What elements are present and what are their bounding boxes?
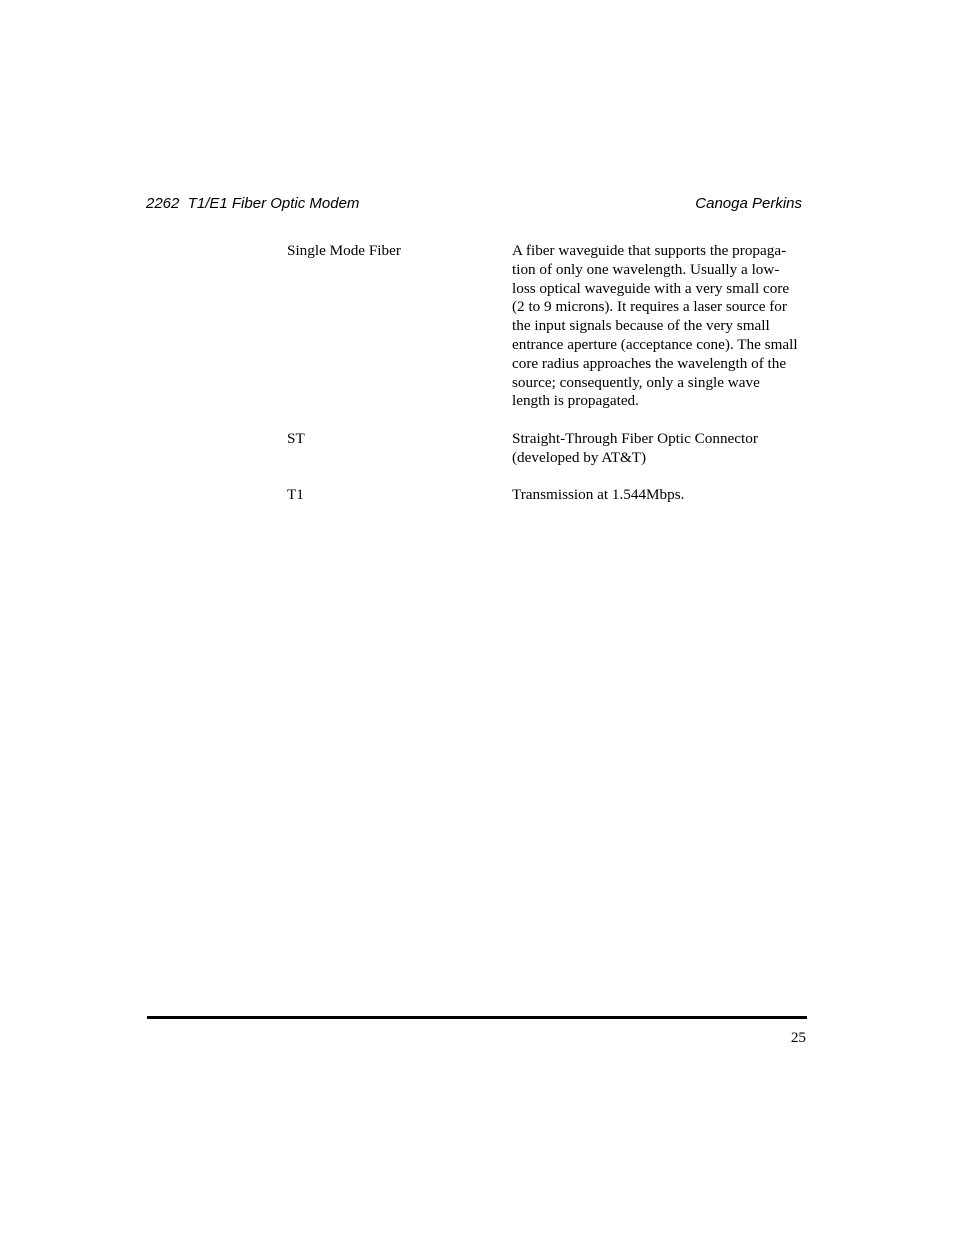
- glossary-term: T1: [287, 486, 304, 504]
- footer-divider: [147, 1016, 807, 1019]
- definition-line: (developed by AT&T): [512, 448, 647, 466]
- running-header: [146, 195, 802, 215]
- page-number: 25: [790, 1029, 806, 1046]
- glossary-entry-st: [287, 430, 817, 468]
- definition-line: Straight-Through Fiber Optic Connector: [512, 429, 758, 447]
- glossary-list: [287, 242, 817, 524]
- definition-line: the input signals because of the very small: [512, 317, 770, 335]
- definition-line: loss optical waveguide with a very small core: [512, 279, 790, 297]
- definition-line: tion of only one wavelength. Usually a low-: [512, 260, 780, 278]
- glossary-entry-t1: [287, 486, 817, 505]
- glossary-definition: [512, 430, 812, 468]
- definition-line: source; consequently, only a single wave: [512, 373, 760, 391]
- header-company-name: Canoga Perkins: [695, 195, 802, 212]
- definition-line: Transmission at 1.544Mbps.: [512, 486, 685, 504]
- glossary-term: ST: [287, 429, 305, 447]
- definition-line: length is propagated.: [512, 392, 639, 410]
- glossary-entry-single-mode-fiber: [287, 242, 817, 411]
- glossary-term: Single Mode Fiber: [287, 242, 401, 259]
- definition-line: entrance aperture (acceptance cone). The small: [512, 335, 798, 353]
- header-document-title: 2262 T1/E1 Fiber Optic Modem: [146, 195, 360, 212]
- definition-line: A fiber waveguide that supports the propaga-: [512, 242, 787, 259]
- glossary-definition: [512, 486, 812, 505]
- definition-line: core radius approaches the wavelength of the: [512, 354, 787, 372]
- glossary-definition: [512, 242, 812, 411]
- definition-line: (2 to 9 microns). It requires a laser source for: [512, 298, 787, 316]
